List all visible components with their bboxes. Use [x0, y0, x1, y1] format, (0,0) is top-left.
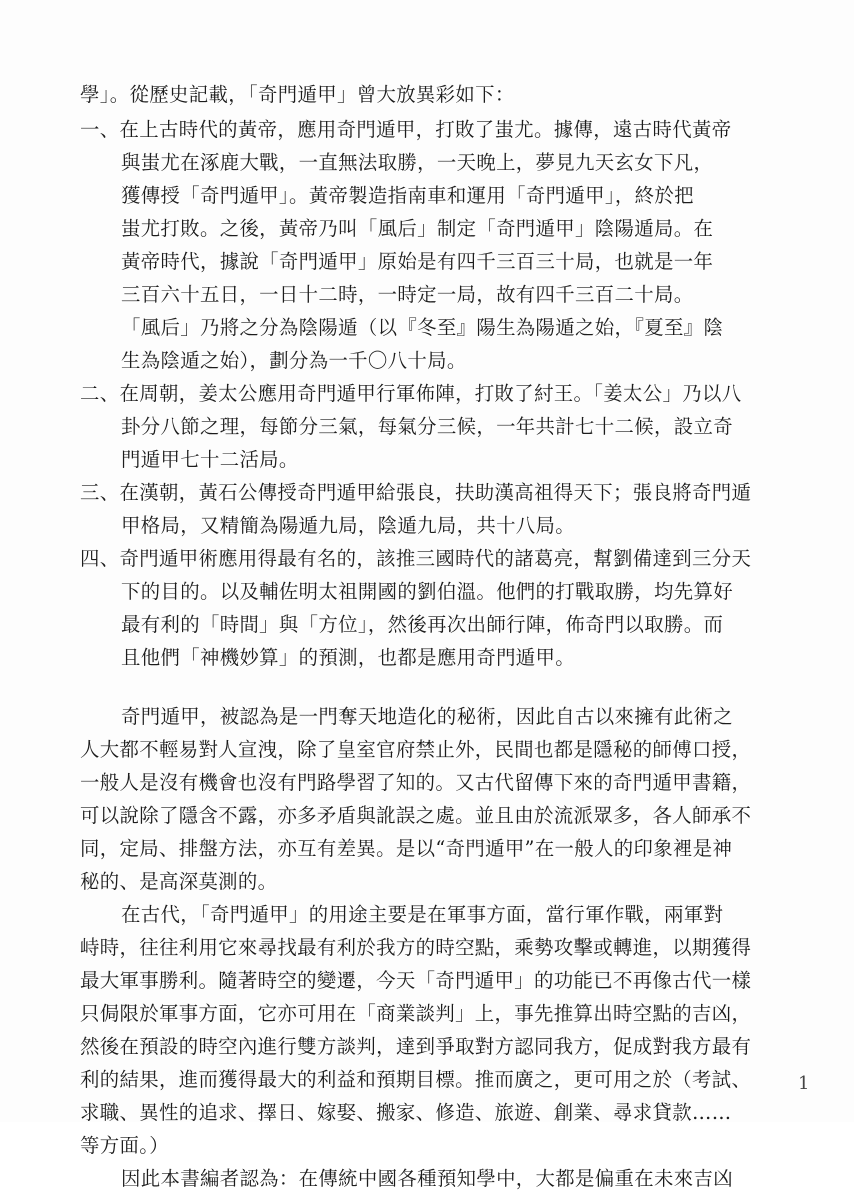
list-item-line: 且他們「神機妙算」的預測，也都是應用奇門遁甲。 — [121, 646, 576, 669]
list-item-line: 「風后」乃將之分為陰陽遁（以『冬至』陽生為陽遁之始，『夏至』陰 — [121, 316, 724, 339]
list-item-line: 蚩尤打敗。之後，黃帝乃叫「風后」制定「奇門遁甲」陰陽遁局。在 — [121, 217, 714, 240]
paragraph-line: 人大都不輕易對人宣洩，除了皇室官府禁止外，民間也都是隱秘的師傅口授， — [80, 738, 752, 761]
page-number: 1 — [798, 1073, 810, 1094]
paragraph-line: 只侷限於軍事方面，它亦可用在「商業談判」上，事先推算出時空點的吉凶， — [80, 1002, 752, 1025]
list-item — [0, 542, 854, 674]
list-item — [0, 113, 854, 377]
list-item — [0, 377, 854, 476]
paragraph-line: 求職、異性的追求、擇日、嫁娶、搬家、修造、旅遊、創業、尋求貸款…… — [80, 1101, 732, 1124]
list-item-line: 甲格局，又精簡為陽遁九局，陰遁九局，共十八局。 — [121, 514, 576, 537]
list-item-line: 卦分八節之理，每節分三氣，每氣分三候，一年共計七十二候，設立奇 — [121, 415, 733, 438]
list-item-line: 三、在漢朝，黃石公傳授奇門遁甲給張良，扶助漢高祖得天下；張良將奇門遁 — [80, 481, 752, 504]
paragraph-line: 最大軍事勝利。隨著時空的變遷，今天「奇門遁甲」的功能已不再像古代一樣 — [80, 969, 752, 992]
intro-line: 學」。從歷史記載，「奇門遁甲」曾大放異彩如下： — [80, 83, 515, 106]
list-item-line: 一、在上古時代的黃帝，應用奇門遁甲，打敗了蚩尤。據傳，遠古時代黃帝 — [80, 118, 732, 141]
list-item-line: 黃帝時代，據說「奇門遁甲」原始是有四千三百三十局，也就是一年 — [121, 250, 714, 273]
paragraph-line: 一般人是沒有機會也沒有門路學習了知的。又古代留傳下來的奇門遁甲書籍， — [80, 771, 752, 794]
list-item-line: 生為陰遁之始），劃分為一千〇八十局。 — [121, 349, 467, 372]
list-item-line: 四、奇門遁甲術應用得最有名的，該推三國時代的諸葛亮，幫劉備達到三分天 — [80, 547, 752, 570]
list-item-line: 與蚩尤在涿鹿大戰，一直無法取勝，一天晚上，夢見九天玄女下凡， — [121, 151, 714, 174]
paragraph-line: 因此本書編者認為：在傳統中國各種預知學中，大都是偏重在未來吉凶 — [121, 1167, 733, 1190]
list-item — [0, 476, 854, 542]
paragraph-line: 利的結果，進而獲得最大的利益和預期目標。推而廣之，更可用之於（考試、 — [80, 1068, 752, 1091]
paragraph-line: 可以說除了隱含不露，亦多矛盾與訛誤之處。並且由於流派眾多，各人師承不 — [80, 804, 752, 827]
list-item-line: 二、在周朝，姜太公應用奇門遁甲行軍佈陣，打敗了紂王。「姜太公」乃以八 — [80, 382, 742, 405]
list-item-line: 獲傳授「奇門遁甲」。黃帝製造指南車和運用「奇門遁甲」，終於把 — [121, 184, 694, 207]
list-item-line: 最有利的「時間」與「方位」，然後再次出師行陣，佈奇門以取勝。而 — [121, 613, 724, 636]
list-item-line: 門遁甲七十二活局。 — [121, 448, 299, 471]
paragraph-line: 秘的、是高深莫測的。 — [80, 870, 278, 893]
paragraph-line: 奇門遁甲，被認為是一門奪天地造化的秘術，因此自古以來擁有此術之 — [121, 705, 733, 728]
list-item-line: 三百六十五日，一日十二時，一時定一局，故有四千三百二十局。 — [121, 283, 694, 306]
paragraph-line: 同，定局、排盤方法，亦互有差異。是以“奇門遁甲”在一般人的印象裡是神 — [80, 837, 733, 860]
paragraph — [0, 700, 854, 898]
list-item-line: 下的目的。以及輔佐明太祖開國的劉伯溫。他們的打戰取勝，均先算好 — [121, 580, 733, 603]
paragraph-line: 然後在預設的時空內進行雙方談判，達到爭取對方認同我方，促成對我方最有 — [80, 1035, 752, 1058]
paragraph — [0, 1162, 854, 1195]
paragraph-line: 等方面。） — [80, 1134, 170, 1157]
body-text — [0, 78, 854, 1195]
paragraph-line: 在古代，「奇門遁甲」的用途主要是在軍事方面，當行軍作戰，兩軍對 — [121, 903, 724, 926]
paragraph-line: 峙時，往往利用它來尋找最有利於我方的時空點，乘勢攻擊或轉進，以期獲得 — [80, 936, 752, 959]
paragraph — [0, 898, 854, 1162]
